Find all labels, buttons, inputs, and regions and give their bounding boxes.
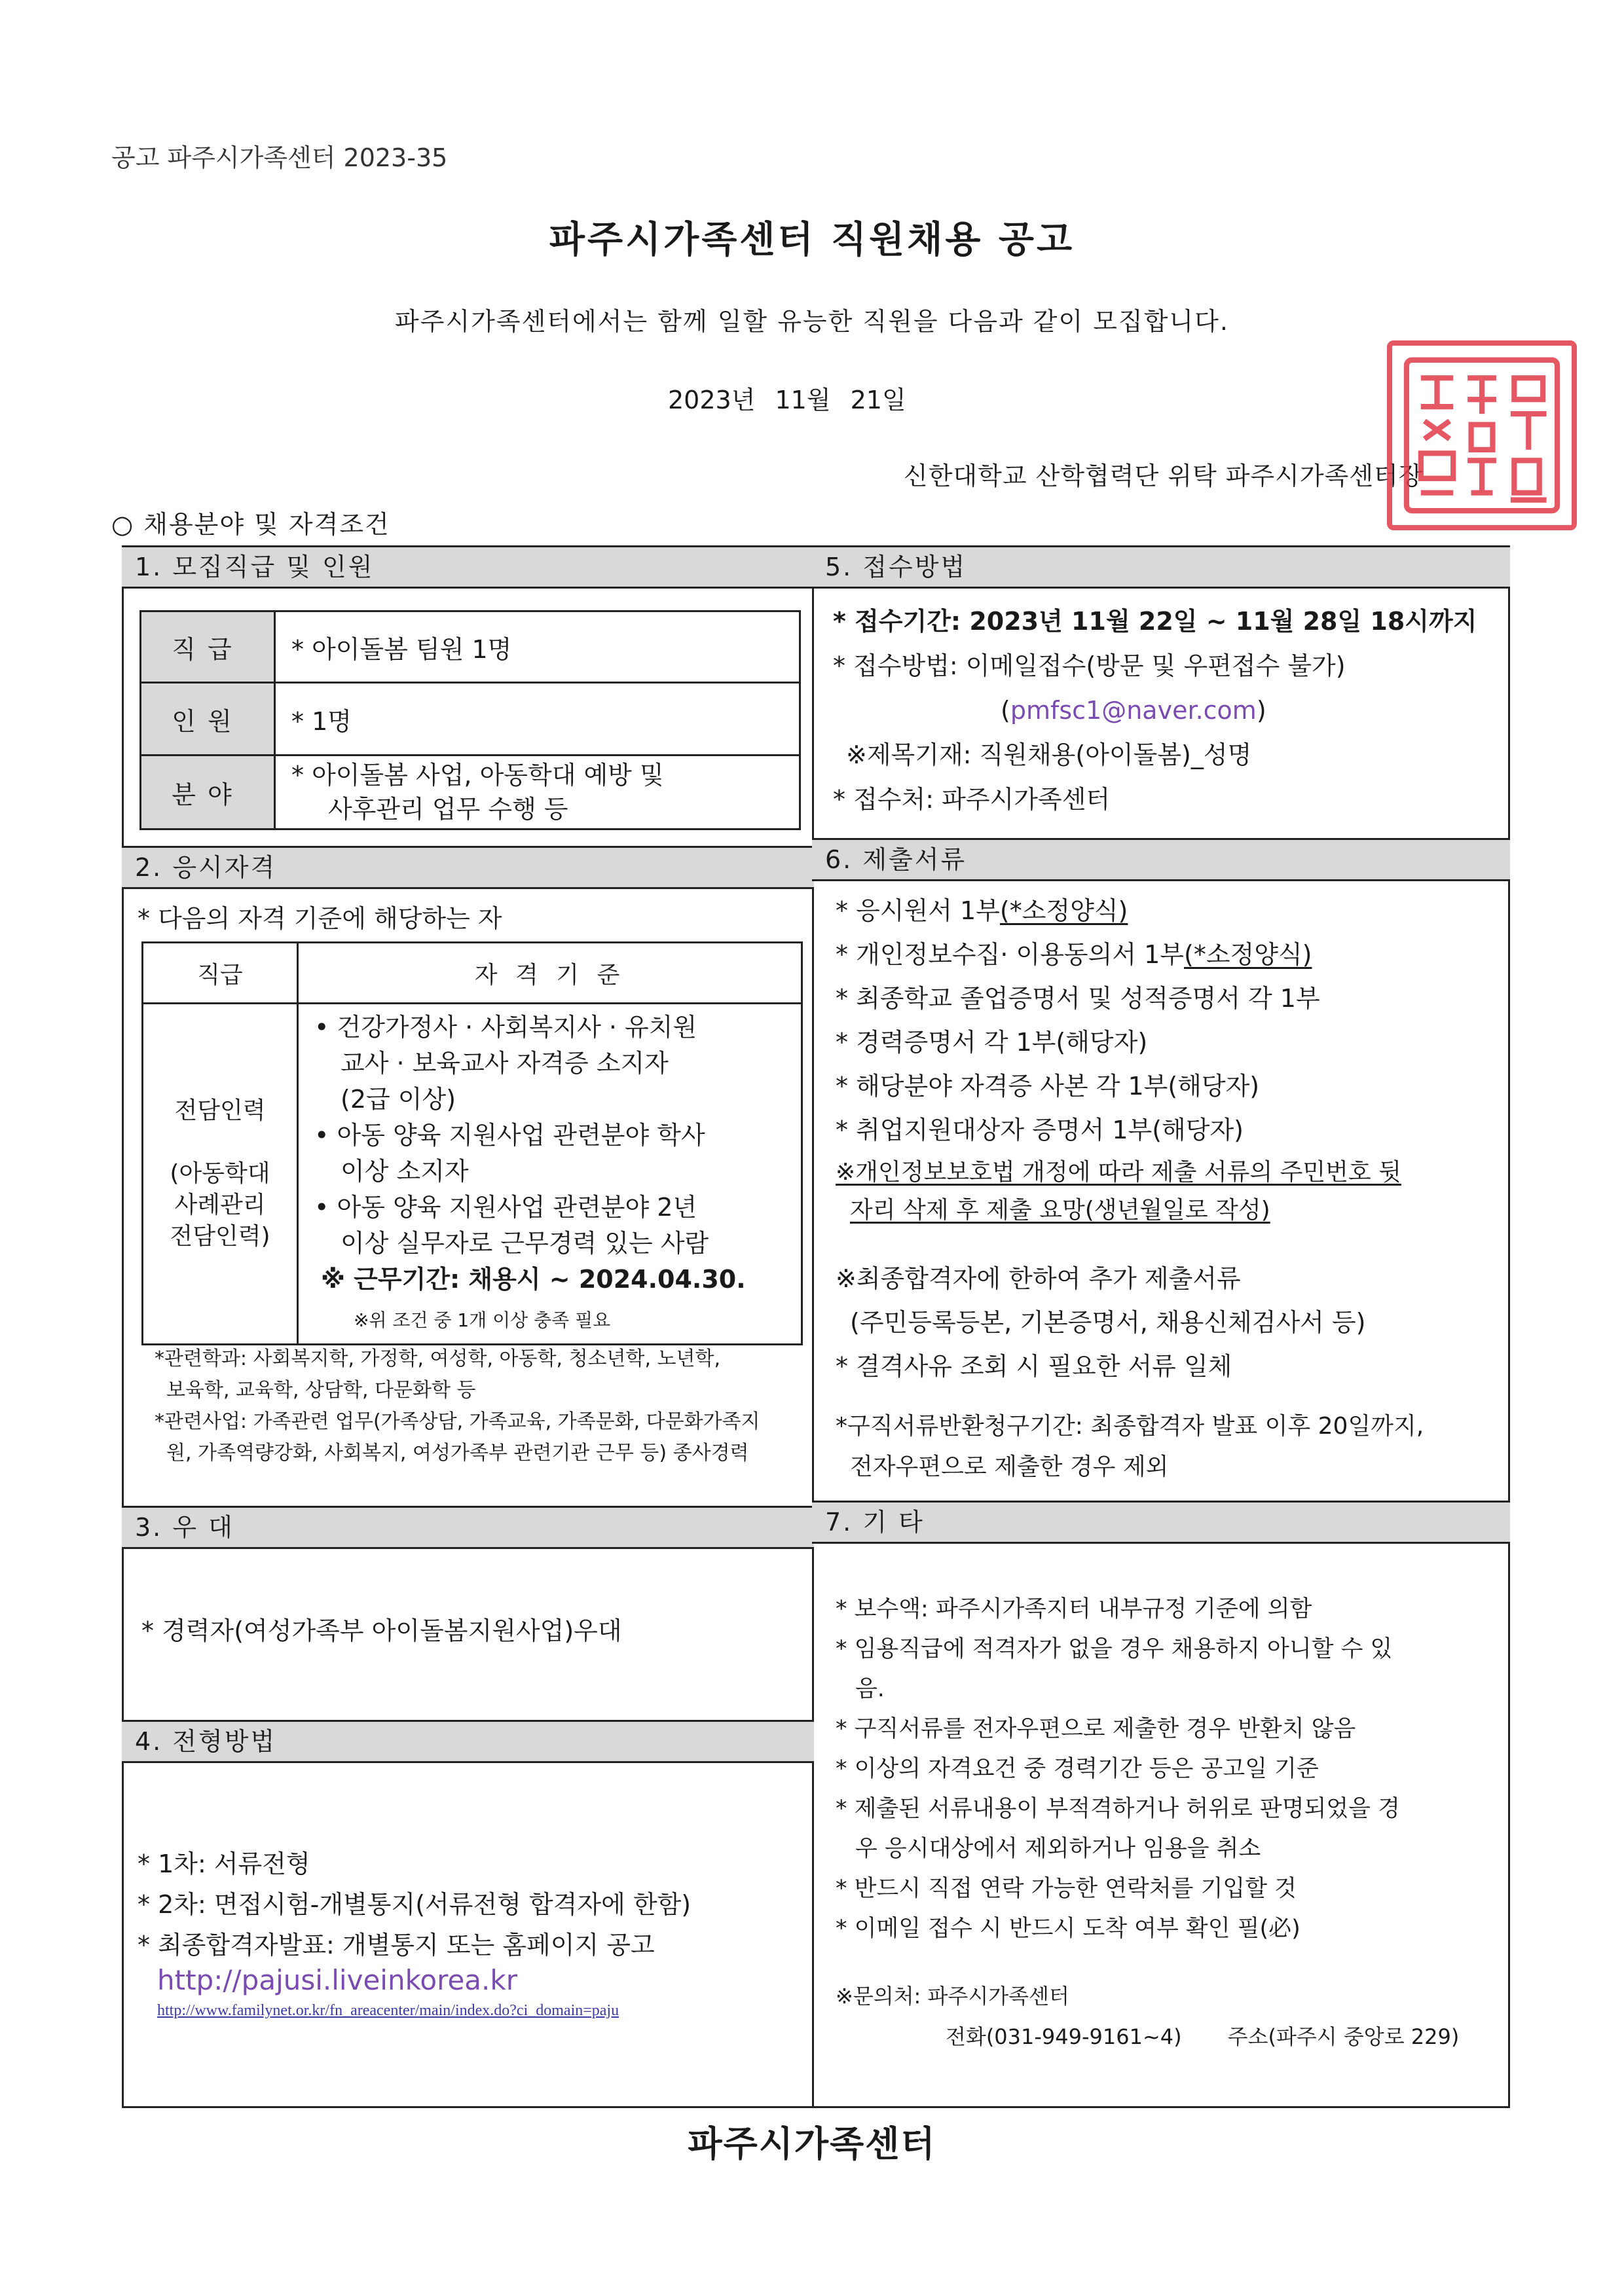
document-item: * 경력증명서 각 1부(해당자): [836, 1028, 1148, 1057]
section-4-heading: 4. 전형방법: [122, 1720, 814, 1763]
application-info: [833, 599, 1501, 822]
criteria-line: 이상 소지자: [341, 1157, 469, 1186]
document-item: * 해당분야 자격증 사본 각 1부(해당자): [836, 1072, 1260, 1101]
field-value-line: * 아이돌봄 사업, 아동학대 예방 및: [291, 761, 664, 790]
field-value-line: 사후관리 업무 수행 등: [328, 795, 568, 824]
position-table: [139, 610, 801, 830]
finalist-doc-line: ※최종합격자에 한하여 추가 제출서류: [836, 1264, 1241, 1293]
privacy-note-line: ※개인정보보호법 개정에 따라 제출 서류의 주민번호 뒷: [836, 1159, 1401, 1186]
other-notes: [836, 1590, 1504, 1949]
other-note: * 임용직급에 적격자가 없을 경우 채용하지 아니할 수 있: [836, 1636, 1393, 1662]
document-item: [836, 889, 1504, 933]
notice-date: 2023년 11월 21일: [668, 386, 906, 414]
criteria-line: (2급 이상): [341, 1085, 456, 1114]
qual-role-line: 전담인력): [170, 1223, 270, 1250]
contact-info: [836, 1976, 1459, 2057]
position-label: 직급: [141, 611, 275, 683]
required-documents: [836, 889, 1504, 1152]
other-note: * 보수액: 파주시가족지터 내부규정 기준에 의함: [836, 1596, 1312, 1622]
qual-criteria-cell: [298, 1004, 802, 1345]
form-note: (*소정양식): [1184, 940, 1312, 969]
issuer: 신한대학교 산학협력단 위탁 파주시가족센터장: [904, 462, 1424, 490]
return-note-line: 전자우편으로 제출한 경우 제외: [850, 1453, 1169, 1480]
qual-role-line: (아동학대: [170, 1160, 270, 1187]
email-link[interactable]: pmfsc1@naver.com: [1010, 696, 1257, 725]
qual-col-role: 직급: [143, 943, 298, 1004]
email-line: (pmfsc1@naver.com): [1001, 696, 1266, 725]
qual-role-line: 사례관리: [174, 1192, 266, 1218]
other-note: 우 응시대상에서 제외하거나 임용을 취소: [855, 1836, 1261, 1862]
section-6-heading: 6. 제출서류: [812, 838, 1510, 881]
notice-number: 공고 파주시가족센터 2023-35: [111, 143, 448, 172]
section-5-heading: 5. 접수방법: [812, 545, 1510, 589]
application-period: * 접수기간: 2023년 11월 22일 ~ 11월 28일 18시까지: [833, 607, 1477, 636]
criteria-line: • 아동 양육 지원사업 관련분야 2년: [314, 1193, 697, 1222]
other-note: * 이상의 자격요건 중 경력기간 등은 공고일 기준: [836, 1756, 1319, 1782]
related-note-line: *관련사업: 가족관련 업무(가족상담, 가족교육, 가족문화, 다문화가족지: [155, 1410, 760, 1433]
section-2-heading: 2. 응시자격: [122, 846, 814, 889]
section-7-heading: 7. 기 타: [812, 1501, 1510, 1544]
intro-text: 파주시가족센터에서는 함께 일할 유능한 직원을 다음과 같이 모집합니다.: [395, 307, 1229, 336]
criteria-line: 이상 실무자로 근무경력 있는 사람: [341, 1229, 709, 1258]
application-method: * 접수방법: 이메일접수(방문 및 우편접수 불가): [833, 651, 1346, 680]
form-note: (*소정양식): [999, 896, 1128, 925]
contact-address: 주소(파주시 중앙로 229): [1227, 2024, 1460, 2049]
qualification-table: [141, 941, 803, 1345]
seal-glyph-icon: [1392, 346, 1572, 525]
contact-phone: 전화(031-949-9161~4): [946, 2024, 1182, 2049]
qual-role-line: 전담인력: [174, 1097, 266, 1124]
qual-col-criteria: 자 격 기 준: [298, 943, 802, 1004]
email-subject-note: ※제목기재: 직원채용(아이돌봄)_성명: [846, 740, 1252, 769]
finalist-doc-line: * 결격사유 조회 시 필요한 서류 일체: [836, 1352, 1232, 1381]
page-title: 파주시가족센터 직원채용 공고: [549, 219, 1075, 261]
section-1-heading: 1. 모집직급 및 인원: [122, 545, 814, 589]
familynet-link[interactable]: http://www.familynet.or.kr/fn_areacenter/main/index.do?ci_domain=paju: [157, 2002, 619, 2019]
selection-step: * 1차: 서류전형: [138, 1850, 310, 1878]
return-note: [836, 1406, 1424, 1487]
document-item: [836, 933, 1504, 977]
other-note: * 이메일 접수 시 반드시 도착 여부 확인 필(必): [836, 1916, 1301, 1942]
related-note-line: 보육학, 교육학, 상담학, 다문화학 등: [166, 1379, 476, 1402]
work-period: ※ 근무기간: 채용시 ~ 2024.04.30.: [321, 1265, 746, 1294]
contact-heading: ※문의처: 파주시가족센터: [836, 1984, 1069, 2009]
column-divider: [812, 545, 814, 2108]
selection-step: * 2차: 면접시험-개별통지(서류전형 합격자에 한함): [138, 1890, 692, 1919]
homepage-link[interactable]: http://pajusi.liveinkorea.kr: [157, 1964, 517, 1996]
criteria-line: • 아동 양육 지원사업 관련분야 학사: [314, 1121, 705, 1150]
document-text: * 개인정보수집· 이용동의서 1부: [836, 940, 1184, 969]
finalist-documents: [836, 1257, 1366, 1389]
qual-role-cell: [143, 1004, 298, 1345]
document-item: * 최종학교 졸업증명서 및 성적증명서 각 1부: [836, 984, 1320, 1013]
other-note: * 반드시 직접 연락 가능한 연락처를 기입할 것: [836, 1876, 1297, 1902]
other-note: 음.: [855, 1676, 885, 1702]
field-heading: ○ 채용분야 및 자격조건: [111, 510, 390, 539]
finalist-doc-line: (주민등록등본, 기본증명서, 채용신체검사서 등): [850, 1308, 1366, 1337]
other-note: * 구직서류를 전자우편으로 제출한 경우 반환치 않음: [836, 1716, 1356, 1742]
criteria-line: • 건강가정사 · 사회복지사 · 유치원: [314, 1013, 697, 1042]
qual-role-spacer: [144, 1127, 296, 1158]
application-place: * 접수처: 파주시가족센터: [833, 785, 1111, 814]
condition-note: ※위 조건 중 1개 이상 충족 필요: [354, 1309, 611, 1331]
headcount-value: * 1명: [275, 683, 800, 756]
section-3-heading: 3. 우 대: [122, 1506, 814, 1549]
return-note-line: *구직서류반환청구기간: 최종합격자 발표 이후 20일까지,: [836, 1413, 1424, 1440]
privacy-note-line: 자리 삭제 후 제출 요망(생년월일로 작성): [850, 1197, 1270, 1224]
selection-step: * 최종합격자발표: 개별통지 또는 홈페이지 공고: [138, 1931, 655, 1959]
other-note: * 제출된 서류내용이 부적격하거나 허위로 판명되었을 경: [836, 1796, 1400, 1822]
related-note-line: 원, 가족역량강화, 사회복지, 여성가족부 관련기관 근무 등) 종사경력: [166, 1442, 749, 1465]
position-value: * 아이돌봄 팀원 1명: [275, 611, 800, 683]
field-value: [275, 756, 800, 829]
criteria-line: 교사 · 보육교사 자격증 소지자: [341, 1049, 669, 1078]
document-item: * 취업지원대상자 증명서 1부(해당자): [836, 1116, 1244, 1144]
headcount-label: 인원: [141, 683, 275, 756]
document-text: * 응시원서 1부: [836, 896, 1000, 925]
footer-organization: 파주시가족센터: [688, 2123, 936, 2164]
field-label: 분야: [141, 756, 275, 829]
related-notes: [155, 1343, 803, 1469]
selection-steps: [138, 1844, 691, 1965]
official-seal: [1387, 340, 1577, 530]
related-note-line: *관련학과: 사회복지학, 가정학, 여성학, 아동학, 청소년학, 노년학,: [155, 1347, 721, 1370]
privacy-note: [836, 1154, 1401, 1230]
eligibility-intro: * 다음의 자격 기준에 해당하는 자: [138, 904, 502, 933]
preference-text: * 경력자(여성가족부 아이돌봄지원사업)우대: [141, 1616, 622, 1645]
